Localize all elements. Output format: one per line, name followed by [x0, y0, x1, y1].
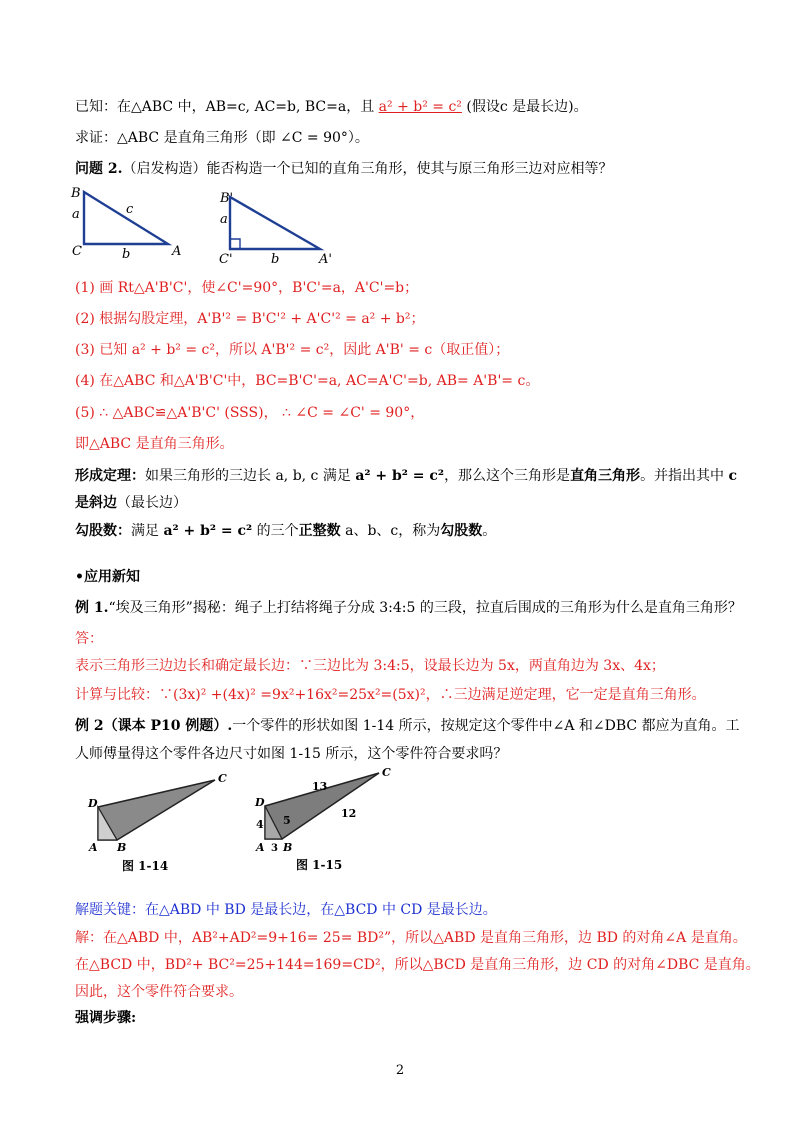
fig14-label-A: A: [89, 841, 98, 854]
theorem-c: c: [728, 468, 738, 484]
fig2-label-C: C': [219, 252, 233, 267]
fig14-label-B: B: [117, 841, 127, 854]
prove-line: 求证：△ABC 是直角三角形（即 ∠C = 90°）。: [75, 130, 369, 146]
theorem-text: 如果三角形的三边长 a, b, c 满足: [145, 468, 356, 484]
triple-text-3: a、b、c，称为: [340, 523, 441, 539]
fig15-label-C: C: [382, 766, 391, 779]
fig15-label-4: 4: [256, 818, 264, 831]
triangle-abc-figure: [68, 183, 188, 263]
hypotenuse-label: 是斜边: [75, 495, 117, 511]
theorem-line: [75, 466, 740, 486]
fig1-label-B: B: [71, 186, 81, 201]
fig15-label-12: 12: [341, 807, 357, 820]
fig1-label-C: C: [72, 244, 82, 259]
step-5: (5) ∴ △ABC≌△A'B'C' (SSS)， ∴ ∠C = ∠C' = 90°，: [75, 405, 425, 421]
theorem-line-2: [75, 493, 740, 513]
step-6: 即△ABC 是直角三角形。: [75, 436, 234, 452]
example1-line: [75, 598, 740, 618]
theorem-text-2: ，那么这个三角形是: [444, 468, 571, 484]
example2-line-2: 人师傅量得这个零件各边尺寸如图 1-15 所示，这个零件符合要求吗？: [75, 746, 508, 762]
example2-text: 一个零件的形状如图 1-14 所示，按规定这个零件中∠A 和∠DBC 都应为直角。工: [232, 718, 740, 734]
fig1-label-b: b: [122, 247, 131, 262]
fig14-label-D: D: [88, 797, 98, 810]
pythagorean-triple-line: [75, 521, 740, 541]
answer-label: 答：: [75, 631, 103, 647]
fig2-label-A: A': [319, 252, 332, 267]
triple-end: 。: [482, 523, 497, 539]
theorem-text-3: 。并指出其中: [640, 468, 729, 484]
known-condition: a² + b² = c²: [378, 99, 462, 115]
triple-text-2: 的三个: [252, 523, 299, 539]
theorem-label: 形成定理：: [75, 468, 145, 484]
example2-line: [75, 716, 740, 736]
fig15-label-5: 5: [283, 814, 291, 827]
known-text: 已知：在△ABC 中，AB=c, AC=b, BC=a，且: [75, 99, 379, 115]
fig1-label-A: A: [172, 244, 182, 259]
fig2-label-a: a: [220, 212, 228, 227]
fig15-label-B: B: [283, 841, 293, 854]
step-4: (4) 在△ABC 和△A'B'C'中，BC=B'C'=a, AC=A'C'=b, AB= A'B'= c。: [75, 373, 540, 389]
answer-line-1: 表示三角形三边边长和确定最长边：∵三边比为 3:4:5，设最长边为 5x，两直角边为 3x、4x；: [75, 658, 665, 674]
hypotenuse-note: （最长边）: [117, 495, 187, 511]
fig15-label-D: D: [255, 796, 265, 809]
apply-heading: •应用新知: [75, 569, 140, 585]
triple-label: 勾股数：: [75, 523, 131, 539]
step-3: (3) 已知 a² + b² = c²，所以 A'B'² = c²，因此 A'B' = c（取正值）；: [75, 342, 510, 358]
triple-bold: 正整数: [298, 523, 341, 539]
fig15-label-A: A: [256, 841, 265, 854]
key-line: 解题关键：在△ABD 中 BD 是最长边，在△BCD 中 CD 是最长边。: [75, 902, 497, 918]
page-number: 2: [395, 1063, 405, 1078]
fig2-label-B: B': [220, 191, 234, 206]
example1-label: 例 1.: [75, 600, 109, 616]
fig15-label-13: 13: [312, 780, 328, 793]
theorem-formula: a² + b² = c²: [355, 468, 445, 484]
figure-1-15: [252, 762, 402, 880]
triple-text: 满足: [131, 523, 164, 539]
question2-text: （启发构造）能否构造一个已知的直角三角形，使其与原三角形三边对应相等？: [122, 161, 613, 177]
answer-line-2: 计算与比较：∵(3x)² +(4x)² =9x²+16x²=25x²=(5x)²，∴三边满足逆定理，它一定是直角三角形。: [75, 687, 706, 703]
triple-bold-2: 勾股数: [440, 523, 483, 539]
fig2-label-b: b: [271, 252, 280, 267]
theorem-bold: 直角三角形: [570, 468, 641, 484]
example2-label: 例 2（课本 P10 例题）.: [75, 718, 233, 734]
example1-text: “埃及三角形”揭秘：绳子上打结将绳子分成 3:4:5 的三段，拉直后围成的三角形为什么是直角三角形？: [108, 600, 742, 616]
triangle-a-b-c-prime-figure: [215, 188, 345, 270]
known-note: (假设c 是最长边)。: [461, 99, 588, 115]
solution-line-3: 因此，这个零件符合要求。: [75, 984, 243, 1000]
known-line: [75, 97, 740, 117]
step-2: (2) 根据勾股定理，A'B'² = B'C'² + A'C'² = a² + b²；: [75, 311, 425, 327]
solution-line-2: 在△BCD 中，BD²+ BC²=25+144=169=CD²，所以△BCD 是直角三角形，边 CD 的对角∠DBC 是直角。: [75, 957, 760, 973]
question2-line: [75, 159, 740, 179]
emphasis-heading: 强调步骤:: [75, 1010, 137, 1026]
fig15-caption: 图 1-15: [296, 858, 343, 872]
solution-line-1: 解：在△ABD 中，AB²+AD²=9+16= 25= BD²”，所以△ABD 是直角三角形，边 BD 的对角∠A 是直角。: [75, 930, 747, 946]
fig14-label-C: C: [218, 772, 227, 785]
fig15-label-3: 3: [271, 843, 278, 854]
triple-formula: a² + b² = c²: [163, 523, 253, 539]
fig1-label-c: c: [126, 202, 134, 217]
fig14-caption: 图 1-14: [122, 859, 169, 873]
figure-1-14: [85, 770, 235, 880]
fig1-label-a: a: [72, 207, 80, 222]
question2-label: 问题 2.: [75, 161, 123, 177]
step-1: (1) 画 Rt△A'B'C'，使∠C'=90°，B'C'=a，A'C'=b；: [75, 280, 419, 296]
